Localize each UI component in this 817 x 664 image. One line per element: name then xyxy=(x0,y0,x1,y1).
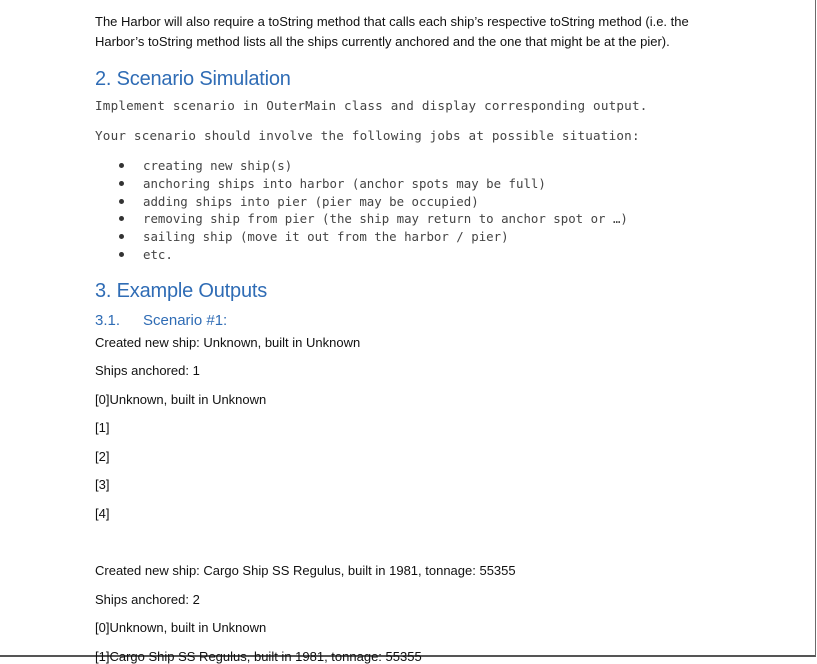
output-line: [1]Cargo Ship SS Regulus, built in 1981, tonnage: 55355 xyxy=(95,649,422,664)
scenario-job-list xyxy=(119,157,628,264)
output-line: Ships anchored: 2 xyxy=(95,592,200,607)
output-line: [0]Unknown, built in Unknown xyxy=(95,620,267,635)
bullet-icon xyxy=(119,181,124,186)
bullet-icon xyxy=(119,216,124,221)
list-item: sailing ship (move it out from the harbor / pier) xyxy=(119,228,628,246)
output-line: [0]Unknown, built in Unknown xyxy=(95,392,267,407)
list-item: creating new ship(s) xyxy=(119,157,628,175)
section-3-heading: 3. Example Outputs xyxy=(95,280,268,302)
bullet-icon xyxy=(119,199,124,204)
output-line: Ships anchored: 1 xyxy=(95,363,200,378)
output-line: Created new ship: Unknown, built in Unknown xyxy=(95,335,361,350)
bullet-icon xyxy=(119,252,124,257)
section-2-heading: 2. Scenario Simulation xyxy=(95,68,291,90)
bullet-icon xyxy=(119,234,124,239)
intro-line-1: The Harbor will also require a toString method that calls each ship’s respective toString method (i.e. the xyxy=(95,14,689,29)
list-item: etc. xyxy=(119,246,628,264)
list-item: removing ship from pier (the ship may return to anchor spot or …) xyxy=(119,210,628,228)
list-item: adding ships into pier (pier may be occupied) xyxy=(119,193,628,211)
output-line: [1] xyxy=(95,420,110,435)
document-content xyxy=(95,12,795,664)
list-item: anchoring ships into harbor (anchor spots may be full) xyxy=(119,175,628,193)
output-line: [2] xyxy=(95,449,110,464)
output-line: Created new ship: Cargo Ship SS Regulus, built in 1981, tonnage: 55355 xyxy=(95,563,516,578)
subsection-title: Scenario #1: xyxy=(143,312,228,329)
output-line: [4] xyxy=(95,506,110,521)
scenario-1-heading xyxy=(95,312,227,329)
subsection-number: 3.1. xyxy=(95,312,121,329)
output-line: [3] xyxy=(95,477,110,492)
section-2-requirement: Your scenario should involve the following jobs at possible situation: xyxy=(95,128,640,143)
intro-line-2: Harbor’s toString method lists all the ships currently anchored and the one that might be at the pier). xyxy=(95,34,670,49)
section-2-instruction: Implement scenario in OuterMain class and display corresponding output. xyxy=(95,98,648,113)
bullet-icon xyxy=(119,163,124,168)
